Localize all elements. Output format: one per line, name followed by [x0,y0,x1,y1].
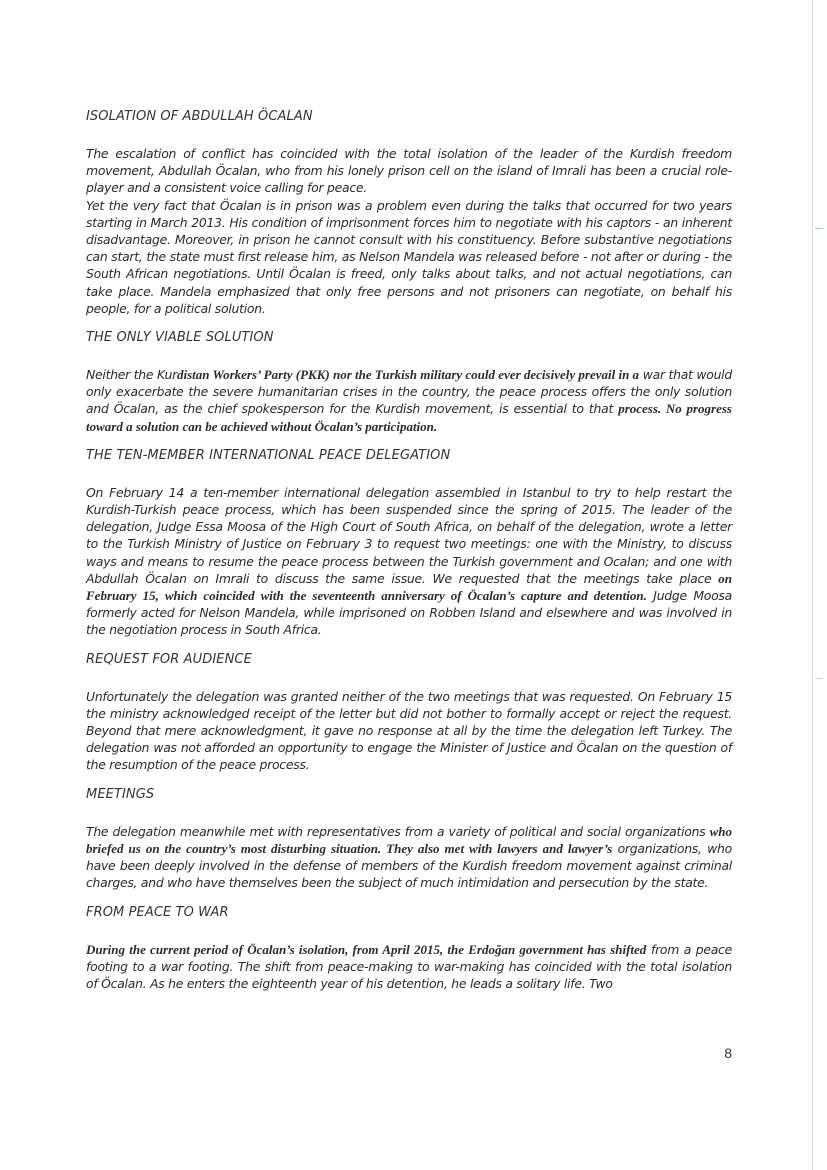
document-body [86,108,732,1004]
text-run: organizations, who have been deeply involved in the defense of members of the Kurdish freedom movement against criminal charges, and who have themselves been the subject of much intimidation and persecution by the state. [86,840,732,891]
text-run: Judge Moosa formerly acted for Nelson Mandela, while imprisoned on Robben Island and elsewhere and was involved in the negotiation process in South Africa. [86,588,733,638]
scan-edge-line [812,0,813,1170]
section-heading: MEETINGS [86,786,155,802]
section-heading: ISOLATION OF ABDULLAH ÖCALAN [86,109,313,124]
page-number: 8 [724,1045,732,1061]
text-run: Yet the very fact that Öcalan is in prison was a problem even during the talks that occurred for two years starting in March 2013. His condition of imprisonment forces him to negotiate with his captors - an inherent disadvantage. Moreover, in prison he cannot consult with his constituency. Before substantive negotiations can start, the state must first release him, as Nelson Mandela was released before - not after or during - the South African negotiations. Until Öcalan is freed, only talks about talks, and not actual negotiations, can take place. Mandela emphasized that only free persons and not prisoners can negotiate, on behalf his people, for a political solution. [86,197,732,316]
section-heading: FROM PEACE TO WAR [86,904,229,920]
section-paragraph [86,941,732,993]
section-paragraph [86,823,732,892]
text-run: war that would only exacerbate the severe humanitarian crises in the country, the peace process offers the only solution and Öcalan, as the chief spokesperson for the Kurdish movement, is essential to that [86,367,732,417]
scan-edge-mark [815,228,823,229]
scan-edge-mark [815,678,823,679]
section-paragraph [86,688,732,774]
bold-text-run: who briefed us on the country’s most disturbing situation. They also met with lawyers and lawyer’s [86,823,732,856]
section-paragraph [86,484,732,639]
section-heading: THE TEN-MEMBER INTERNATIONAL PEACE DELEGATION [86,447,451,463]
section-paragraph [86,145,732,197]
text-run: On February 14 a ten-member international delegation assembled in Istanbul to try to help restart the Kurdish-Turkish peace process, which has been suspended since the spring of 2015. The leader of the delegation, Judge Essa Moosa of the High Court of South Africa, on behalf of the delegation, wrote a letter to the Turkish Ministry of Justice on February 3 to request two meetings: one with the Ministry, to discuss ways and means to resume the peace process between the Turkish government and Ocalan; and one with Abdullah Öcalan on Imrali to discuss the same issue. We requested that the meetings take place [86,484,732,586]
text-run: The escalation of conflict has coincided with the total isolation of the leader of the Kurdish freedom movement, Abdullah Öcalan, who from his lonely prison cell on the island of Imrali has been a crucial role-player and a consistent voice calling for peace. [86,146,732,196]
bold-text-run: on February 15, which coincided with the seventeenth anniversary of Öcalan’s capture and detention. [86,570,732,604]
section-paragraph [86,366,732,435]
text-run: The delegation meanwhile met with representatives from a variety of political and social organizations [86,823,710,839]
text-run: Neither the Kur [86,367,177,383]
section-heading: THE ONLY VIABLE SOLUTION [86,330,274,346]
bold-text-run: During the current period of Öcalan’s isolation, from April 2015, the Erdoğan government has shifted [86,941,647,957]
text-run: Unfortunately the delegation was granted neither of the two meetings that was requested. On February 15 the ministry acknowledged receipt of the letter but did not bother to formally accept or reject the request. Beyond that mere acknowledgment, it gave no response at all by the time the delegation left Turkey. The delegation was not afforded an opportunity to engage the Minister of Justice and Öcalan on the question of the resumption of the peace process. [86,688,732,773]
section-paragraph [86,197,732,317]
bold-text-run: distan Workers’ Party (PKK) nor the Turkish military could ever decisively prevail in a [176,367,640,383]
section-heading: REQUEST FOR AUDIENCE [86,651,252,667]
bold-text-run: process. No progress toward a solution can be achieved without Öcalan’s participation. [86,401,732,434]
text-run: from a peace footing to a war footing. The shift from peace-making to war-making has coincided with the total isolation of Öcalan. As he enters the eighteenth year of his detention, he leads a solitary life. Two [86,941,732,991]
